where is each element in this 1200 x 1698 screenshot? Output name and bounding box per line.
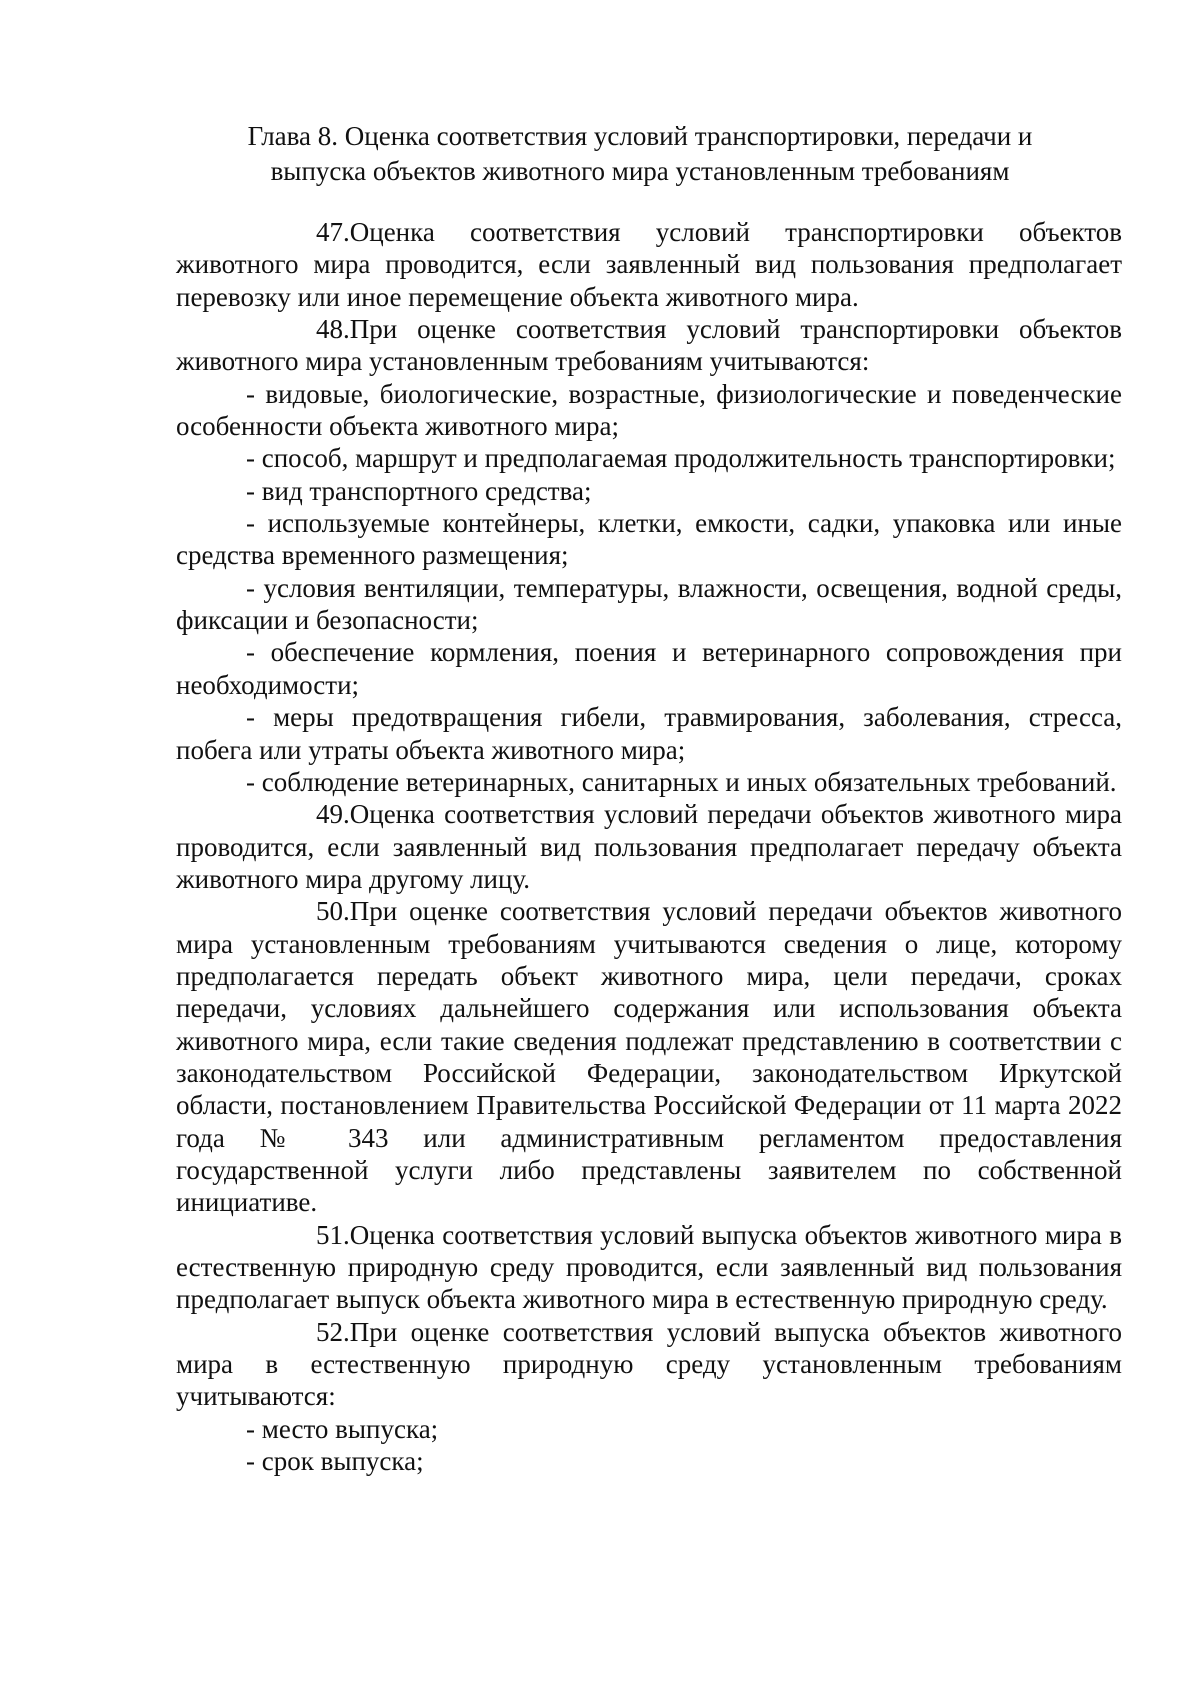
paragraph-number: 50. <box>316 896 350 927</box>
paragraph-number: 47. <box>316 217 350 247</box>
paragraph-number: 48. <box>316 314 350 345</box>
paragraph-text: При оценке соответствия условий транспортировки объектов животного мира установленным требованиям учитываются: <box>176 314 1122 377</box>
paragraph-47 <box>176 216 1122 313</box>
list-item: - вид транспортного средства; <box>246 475 592 506</box>
paragraph-text: При оценке соответствия условий передачи объектов животного мира установленным требованиям учитываются сведения о лице, которому предполагается передать объект животного мира, цели передачи, сроках передачи, условиях дальнейшего содержания или использования объекта животного мира, если такие сведения подлежат представлению в соответствии с законодательством Российской Федерации, законодательством Иркутской области, постановлением Правительства Российской Федерации от 11 марта 2022 года № 343 или административным регламентом предоставления государственной услуги либо представлены заявителем по собственной инициативе. <box>176 896 1122 1218</box>
paragraph-51 <box>176 1219 1122 1316</box>
list-item: - меры предотвращения гибели, травмирования, заболевания, стресса, побега или утраты объекта животного мира; <box>176 702 1122 765</box>
paragraph-50 <box>176 895 1122 1218</box>
paragraph-49 <box>176 798 1122 895</box>
list-item: - соблюдение ветеринарных, санитарных и иных обязательных требований. <box>246 766 1117 797</box>
list-item: - способ, маршрут и предполагаемая продолжительность транспортировки; <box>246 443 1116 474</box>
chapter-heading-line-2: выпуска объектов животного мира установленным требованиям <box>270 156 1010 186</box>
chapter-heading-line-1: Глава 8. Оценка соответствия условий транспортировки, передачи и <box>247 121 1033 151</box>
document-body <box>176 216 1122 1477</box>
paragraph-52 <box>176 1316 1122 1413</box>
paragraph-text: Оценка соответствия условий транспортировки объектов животного мира проводится, если заявленный вид пользования предполагает перевозку или иное перемещение объекта животного мира. <box>176 217 1122 312</box>
chapter-heading <box>150 119 1130 189</box>
paragraph-number: 52. <box>316 1316 350 1347</box>
paragraph-text: Оценка соответствия условий передачи объектов животного мира проводится, если заявленный вид пользования предполагает передачу объекта животного мира другому лицу. <box>176 799 1122 894</box>
list-item: - место выпуска; <box>246 1413 439 1444</box>
list-item: - видовые, биологические, возрастные, физиологические и поведенческие особенности объекта животного мира; <box>176 378 1122 442</box>
list-item: - используемые контейнеры, клетки, емкости, садки, упаковка или иные средства временного размещения; <box>176 508 1122 571</box>
paragraph-number: 49. <box>316 799 350 830</box>
list-item: - условия вентиляции, температуры, влажности, освещения, водной среды, фиксации и безопасности; <box>176 572 1122 636</box>
paragraph-48 <box>176 313 1122 378</box>
list-item: - срок выпуска; <box>246 1446 424 1477</box>
list-item: - обеспечение кормления, поения и ветеринарного сопровождения при необходимости; <box>176 637 1122 700</box>
paragraph-text: При оценке соответствия условий выпуска объектов животного мира в естественную природную среду установленным требованиям учитываются: <box>176 1316 1122 1412</box>
paragraph-number: 51. <box>316 1219 350 1250</box>
paragraph-text: Оценка соответствия условий выпуска объектов животного мира в естественную природную среду проводится, если заявленный вид пользования предполагает выпуск объекта животного мира в естественную природную среду. <box>176 1219 1122 1315</box>
